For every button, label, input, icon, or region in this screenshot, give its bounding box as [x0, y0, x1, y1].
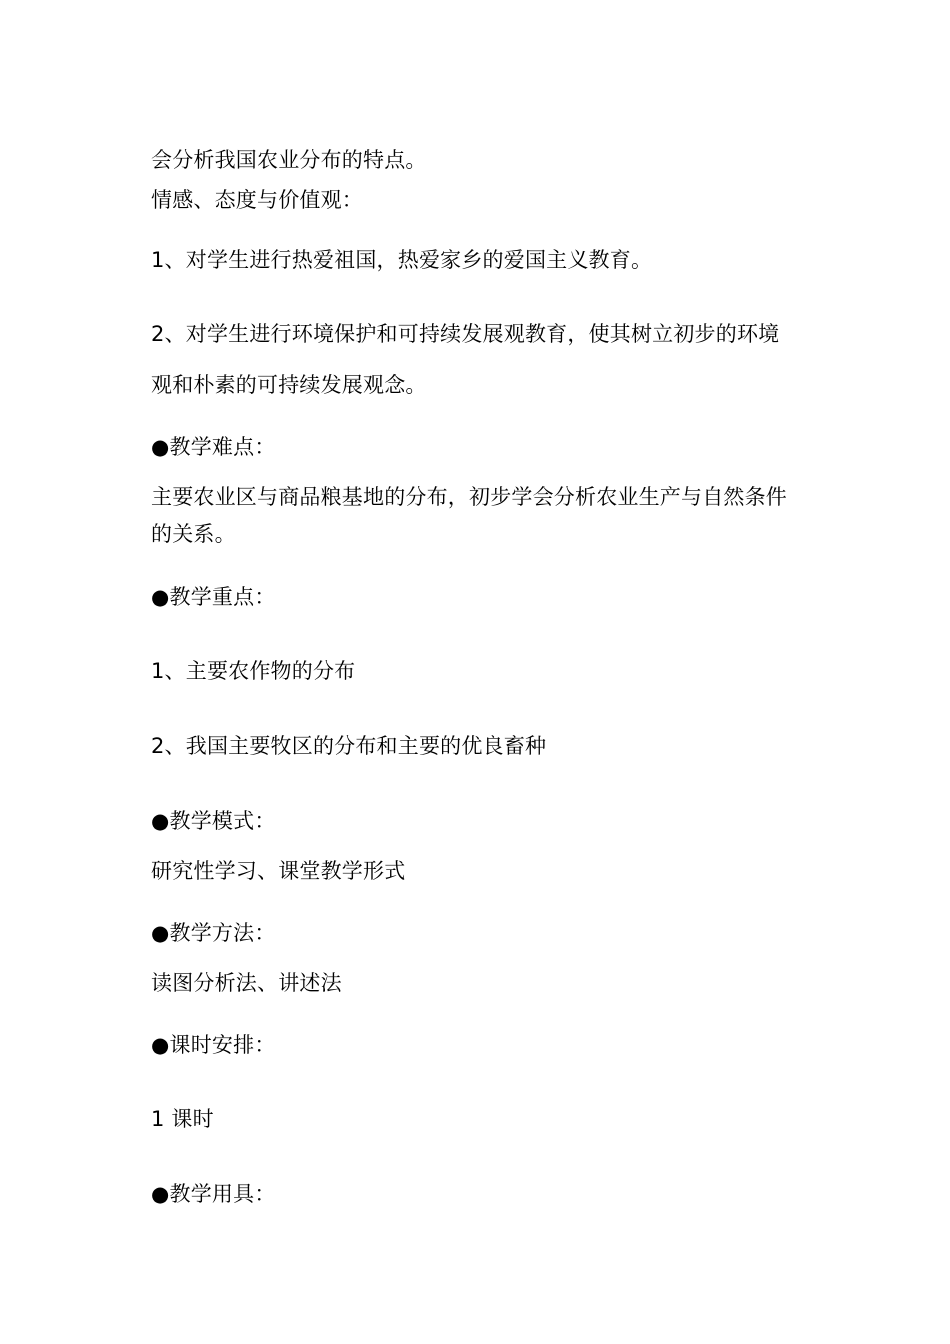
heading-teaching-methods: ●教学方法：	[151, 921, 276, 945]
heading-teaching-difficulties: ●教学难点：	[151, 435, 276, 459]
heading-emotion-attitude-values: 情感、态度与价值观：	[151, 188, 363, 212]
heading-teaching-key-points: ●教学重点：	[151, 585, 276, 609]
text-line-difficulties-content-cont: 的关系。	[151, 522, 236, 546]
text-line-environment-education: 2、对学生进行环境保护和可持续发展观教育，使其树立初步的环境	[151, 322, 780, 346]
text-line-sustainable-development: 观和朴素的可持续发展观念。	[151, 373, 427, 397]
text-line-teaching-methods: 读图分析法、讲述法	[151, 971, 342, 995]
text-line-key-point-pastoral: 2、我国主要牧区的分布和主要的优良畜种	[151, 734, 547, 758]
heading-teaching-tools: ●教学用具：	[151, 1182, 276, 1206]
text-line-class-hours: 1 课时	[151, 1107, 214, 1131]
heading-class-schedule: ●课时安排：	[151, 1033, 276, 1057]
text-line-patriotism-education: 1、对学生进行热爱祖国，热爱家乡的爱国主义教育。	[151, 248, 653, 272]
text-line-key-point-crops: 1、主要农作物的分布	[151, 659, 356, 683]
text-line-teaching-mode: 研究性学习、课堂教学形式	[151, 859, 406, 883]
text-line-ability-objective: 会分析我国农业分布的特点。	[151, 148, 427, 172]
text-line-difficulties-content: 主要农业区与商品粮基地的分布，初步学会分析农业生产与自然条件	[151, 485, 787, 509]
heading-teaching-mode: ●教学模式：	[151, 809, 276, 833]
